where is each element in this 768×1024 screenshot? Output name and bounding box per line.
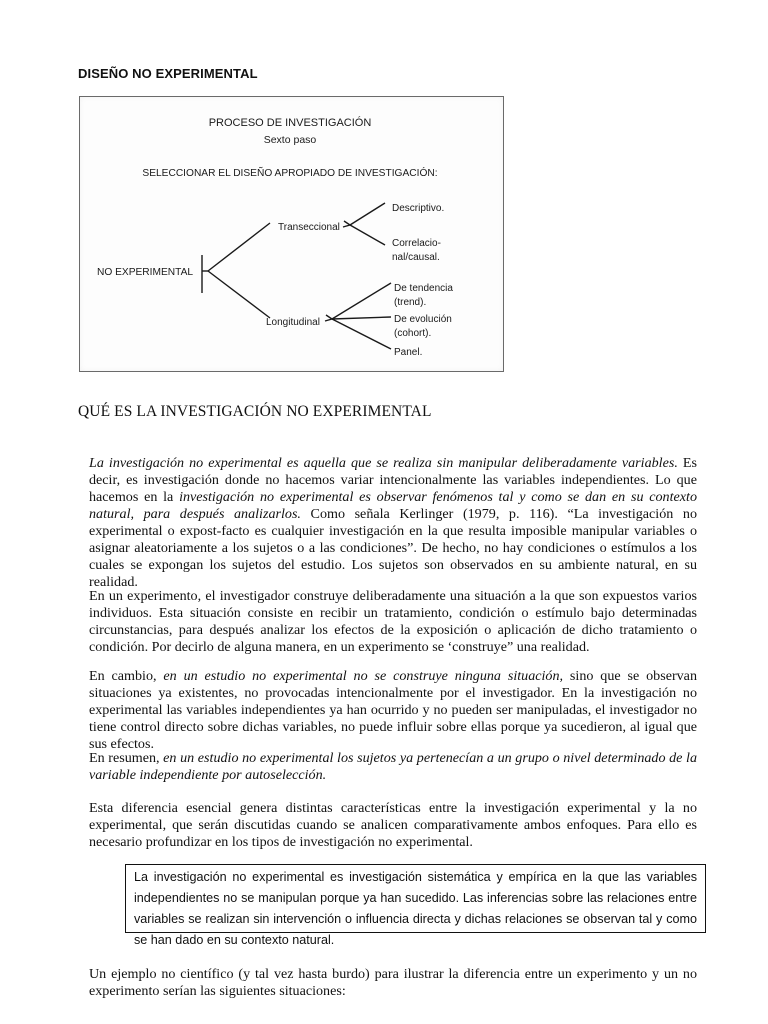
paragraph-definition-text-1: Es decir, es investigación donde no hacemos variar intencionalmente las variables independientes. Lo que hacemos en la (89, 455, 697, 505)
diagram-leaf-tendencia-1: De tendencia (394, 283, 453, 294)
diagram-leaf-descriptivo: Descriptivo. (392, 203, 445, 214)
definition-box: La investigación no experimental es investigación sistemática y empírica en la que las variables independientes no se manipulan porque ya han sucedido. Las inferencias sobre las relaciones entre variables se realizan sin intervención o influencia directa y dichas relaciones se observan tal y como se han dado en su contexto natural. (125, 864, 706, 933)
paragraph-experiment: En un experimento, el investigador construye deliberadamente una situación a la que son expuestos varios individuos. Esta situación consiste en recibir un tratamiento, condición o estímulo bajo determinadas circunstancias, para después analizar los efectos de la exposición o aplicación de dicho tratamiento o condición. Por decirlo de alguna manera, en un experimento se ‘construye” una realidad. (89, 588, 697, 655)
diagram-leaf-tendencia-2: (trend). (394, 297, 427, 308)
diagram-leaf-correlacional-2: nal/causal. (392, 252, 440, 263)
diagram-branch-longitudinal: Longitudinal (266, 317, 320, 328)
diagram-title: PROCESO DE INVESTIGACIÓN (208, 117, 372, 129)
paragraph-example-intro: Un ejemplo no científico (y tal vez hasta burdo) para ilustrar la diferencia entre un experimento y un no experimento serían las siguientes situaciones: (89, 966, 697, 999)
diagram-subtitle: Sexto paso (263, 134, 317, 146)
paragraph-definition-text-2: Como señala Kerlinger (1979, p. 116). “La investigación no experimental o expost-facto es cualquier investigación en la que resulta imposible manipular variables o asignar aleatoriamente a los sujetos o a las condiciones”. De hecho, no hay condiciones o estímulos a los cuales se expongan los sujetos del estudio. Los sujetos son observados en su ambiente natural, en su realidad. (89, 506, 697, 590)
research-process-diagram (79, 96, 504, 372)
diagram-leaf-evolucion-2: (cohort). (394, 328, 432, 339)
paragraph-contrast-italic: en un estudio no experimental no se construye ninguna situación, (163, 668, 564, 684)
paragraph-difference: Esta diferencia esencial genera distintas características entre la investigación experimental y la no experimental, que serán discutidas cuando se analicen comparativamente ambos enfoques. Para ello es necesario profundizar en los tipos de investigación no experimental. (89, 800, 697, 850)
paragraph-summary-text: En resumen, (89, 750, 164, 766)
diagram-leaf-correlacional-1: Correlacio- (392, 238, 441, 249)
paragraph-contrast (89, 668, 697, 753)
diagram-leaf-panel: Panel. (394, 347, 423, 358)
paragraph-definition (89, 455, 697, 591)
paragraph-definition-italic-1: La investigación no experimental es aquella que se realiza sin manipular deliberadamente variables. (89, 455, 678, 471)
diagram-leaf-evolucion-1: De evolución (394, 314, 452, 325)
paragraph-contrast-text-2: sino que se observan situaciones ya existentes, no provocadas intencionalmente por el investigador. En la investigación no experimental las variables independientes ya han ocurrido y no pueden ser manipuladas, el investigador no tiene control directo sobre dichas variables, no puede influir sobre ellas porque ya sucedieron, al igual que sus efectos. (89, 668, 697, 752)
diagram-instruction: SELECCIONAR EL DISEÑO APROPIADO DE INVESTIGACIÓN: (142, 168, 438, 179)
paragraph-summary-italic: en un estudio no experimental los sujetos ya pertenecían a un grupo o nivel determinado de la variable independiente por autoselección. (89, 750, 697, 783)
paragraph-definition-italic-2: investigación no experimental es observar fenómenos tal y como se dan en su contexto natural, para después analizarlos. (89, 489, 697, 522)
section-title: QUÉ ES LA INVESTIGACIÓN NO EXPERIMENTAL (78, 403, 432, 420)
diagram-branch-transeccional: Transeccional (278, 222, 340, 233)
document-heading: DISEÑO NO EXPERIMENTAL (78, 66, 258, 81)
paragraph-contrast-text-1: En cambio, (89, 668, 164, 684)
paragraph-summary (89, 750, 697, 784)
diagram-root-node: NO EXPERIMENTAL (97, 267, 194, 278)
